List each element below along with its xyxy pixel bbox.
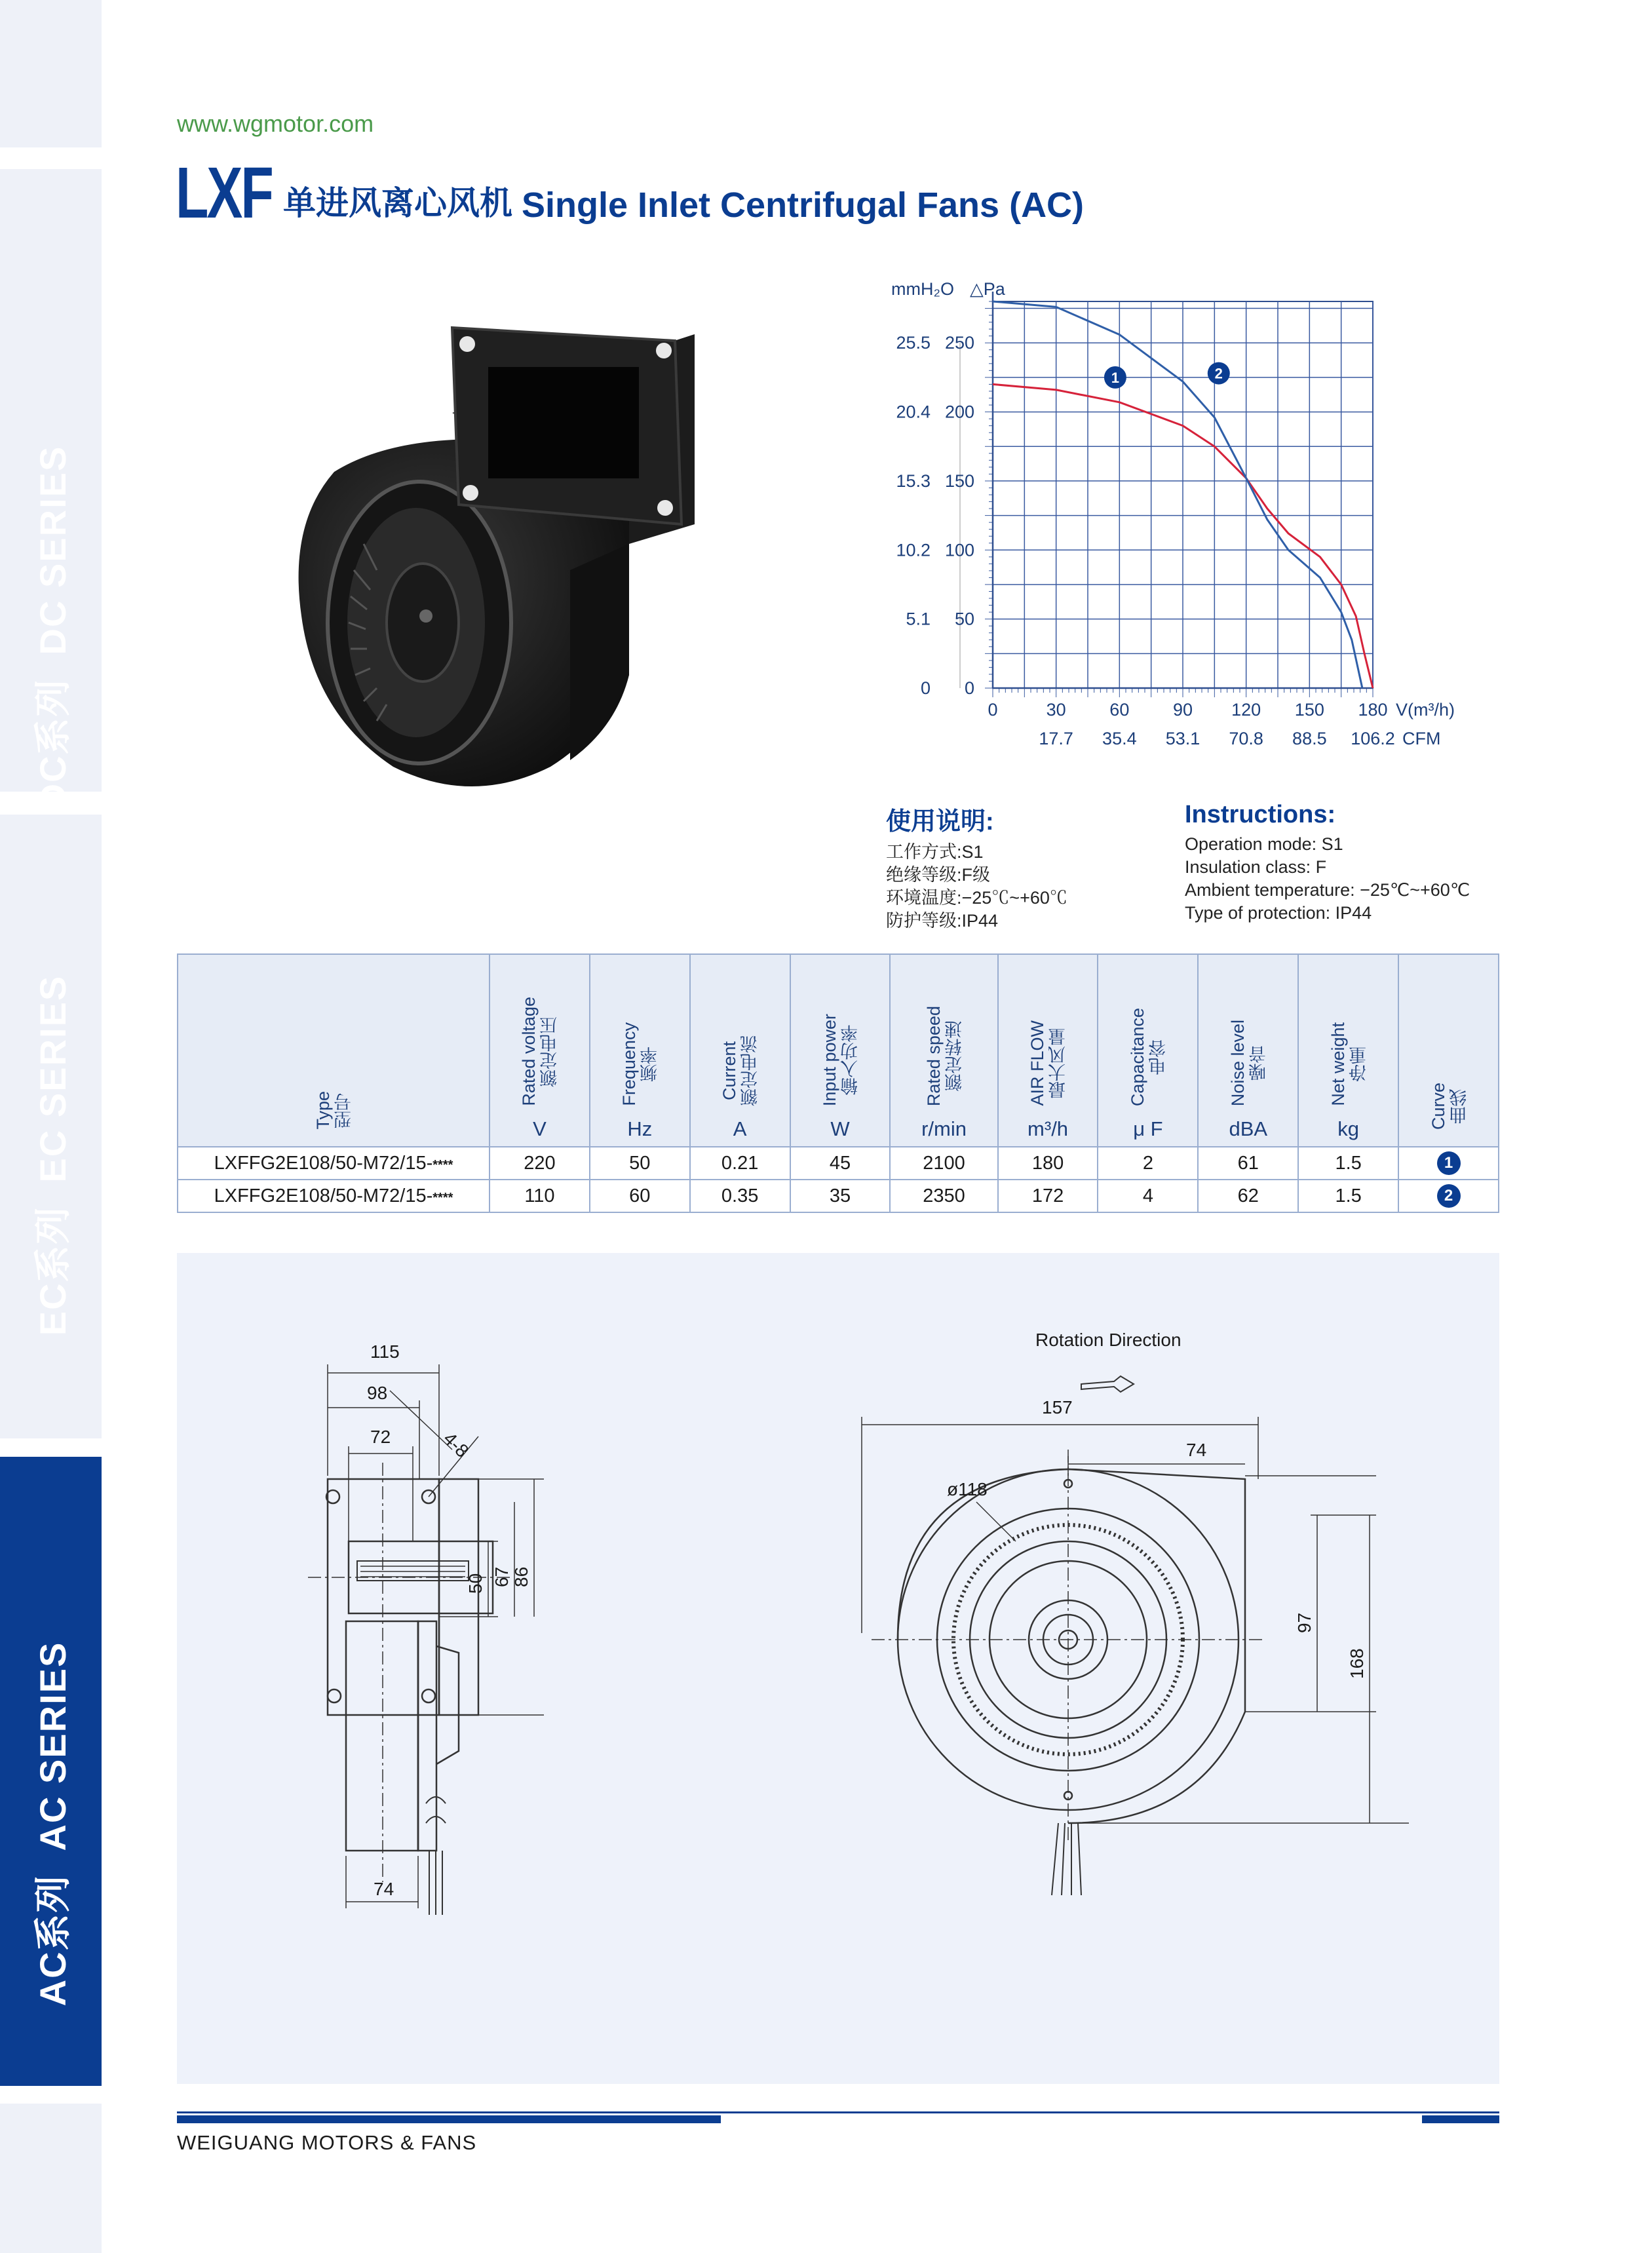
page-title <box>176 153 1085 233</box>
x2-tick-label: 17.7 <box>1039 729 1073 748</box>
cell-current: 0.35 <box>690 1180 790 1212</box>
title-en: Single Inlet Centrifugal Fans (AC) <box>522 185 1085 225</box>
cell-rated-speed: 2350 <box>890 1180 997 1212</box>
dimension-drawing <box>177 1253 1499 2084</box>
y2-tick-label: 25.5 <box>896 333 931 353</box>
table-row <box>178 1180 1499 1212</box>
curve-marker-label: 2 <box>1214 365 1223 382</box>
spec-table <box>177 953 1499 1213</box>
x-tick-label: 0 <box>988 700 998 720</box>
footer-bar-right <box>1422 2115 1499 2123</box>
title-model: LXF <box>176 153 272 233</box>
x-tick-label: 60 <box>1109 700 1130 720</box>
y2-tick-label: 0 <box>920 678 931 698</box>
x2-tick-label: 53.1 <box>1165 729 1201 748</box>
x-axis-label: V(m³/h) <box>1396 700 1455 720</box>
col-header-current: Current 额定电流 A <box>690 954 790 1147</box>
sidebar-tab-ec[interactable]: EC系列EC SERIES <box>0 815 102 1438</box>
curve-marker-label: 1 <box>1111 369 1120 386</box>
website-url[interactable]: www.wgmotor.com <box>177 110 374 137</box>
dim-50: 50 <box>465 1573 486 1594</box>
x2-tick-label: 35.4 <box>1102 729 1137 748</box>
y2-tick-label: 20.4 <box>896 402 931 422</box>
spec-table-header-row <box>178 954 1499 1147</box>
instructions-cn-line: 环境温度:−25℃~+60℃ <box>886 888 1067 908</box>
cell-type: LXFFG2E108/50-M72/15-**** <box>178 1147 490 1180</box>
dim-74-side: 74 <box>374 1879 394 1899</box>
dim-74-front: 74 <box>1186 1440 1207 1460</box>
y-tick-label: 200 <box>944 402 974 422</box>
col-header-rated-speed: Rated speed 额定转速 r/min <box>890 954 997 1147</box>
x-tick-label: 120 <box>1231 700 1261 720</box>
x-tick-label: 30 <box>1046 700 1066 720</box>
instructions-en-line: Operation mode: S1 <box>1185 834 1343 854</box>
instructions-cn-title: 使用说明: <box>886 808 994 836</box>
instructions-en-line: Insulation class: F <box>1185 857 1327 877</box>
curve-badge: 1 <box>1437 1151 1461 1175</box>
cell-type: LXFFG2E108/50-M72/15-**** <box>178 1180 490 1212</box>
col-header-rated-voltage: Rated voltage 额定电压 V <box>490 954 590 1147</box>
instructions-cn <box>886 801 1067 933</box>
cell-capacitance: 4 <box>1098 1180 1198 1212</box>
dim-115: 115 <box>370 1341 400 1362</box>
x-tick-label: 90 <box>1172 700 1193 720</box>
dim-hole: 4-8 <box>439 1428 473 1461</box>
instructions-cn-line: 工作方式:S1 <box>886 842 984 862</box>
y-tick-label: 0 <box>964 678 974 698</box>
dim-97: 97 <box>1294 1612 1315 1633</box>
sidebar-tab-dc[interactable]: DC系列DC SERIES <box>0 169 102 792</box>
instructions-cn-line: 防护等级:IP44 <box>886 911 999 931</box>
instructions-en <box>1185 801 1470 925</box>
curve-badge: 2 <box>1437 1184 1461 1208</box>
instructions-cn-line: 绝缘等级:F级 <box>886 865 990 885</box>
cell-noise-level: 61 <box>1198 1147 1298 1180</box>
col-header-frequency: Frequency 频率 Hz <box>590 954 690 1147</box>
cell-curve <box>1398 1180 1499 1212</box>
x-tick-label: 150 <box>1294 700 1324 720</box>
y2-axis-label: mmH₂O <box>891 279 954 299</box>
col-header-net-weight: Net weight 净重 kg <box>1298 954 1398 1147</box>
dim-157: 157 <box>1042 1397 1073 1417</box>
y-tick-label: 50 <box>954 609 974 629</box>
cell-rated-voltage: 110 <box>490 1180 590 1212</box>
x2-tick-label: 70.8 <box>1229 729 1263 748</box>
instructions-en-title: Instructions: <box>1185 801 1336 828</box>
sidebar-tab-top <box>0 0 102 147</box>
footer-bar-line <box>177 2111 1499 2113</box>
cell-capacitance: 2 <box>1098 1147 1198 1180</box>
col-header-air-flow: AIR FLOW 最大风量 m³/h <box>998 954 1098 1147</box>
cell-noise-level: 62 <box>1198 1180 1298 1212</box>
cell-net-weight: 1.5 <box>1298 1180 1398 1212</box>
side-view-flange <box>328 1479 439 1715</box>
y-axis-label: △Pa <box>970 279 1005 299</box>
cell-air-flow: 180 <box>998 1147 1098 1180</box>
col-header-input-power: Input power 输入功率 W <box>790 954 891 1147</box>
y-tick-label: 100 <box>944 540 974 560</box>
dim-dia-118: ø118 <box>947 1479 988 1499</box>
col-header-noise-level: Noise level 噪音 dBA <box>1198 954 1298 1147</box>
title-cn: 单进风离心风机 <box>283 185 512 221</box>
y-tick-label: 150 <box>944 471 974 491</box>
sidebar-tab-bottom <box>0 2104 102 2253</box>
x2-tick-label: 88.5 <box>1292 729 1327 748</box>
footer-bar-left <box>177 2115 721 2123</box>
footer-company: WEIGUANG MOTORS & FANS <box>177 2131 477 2154</box>
cell-current: 0.21 <box>690 1147 790 1180</box>
x2-tick-label: 106.2 <box>1351 729 1395 748</box>
col-header-curve: Curve 曲线 <box>1398 954 1499 1147</box>
dim-168: 168 <box>1347 1648 1367 1679</box>
cell-curve <box>1398 1147 1499 1180</box>
y-tick-label: 250 <box>944 333 974 353</box>
x-tick-label: 180 <box>1358 700 1388 720</box>
cell-rated-speed: 2100 <box>890 1147 997 1180</box>
cell-air-flow: 172 <box>998 1180 1098 1212</box>
dim-98: 98 <box>367 1383 388 1403</box>
cell-input-power: 45 <box>790 1147 891 1180</box>
rotation-direction-label: Rotation Direction <box>1035 1330 1181 1350</box>
y2-tick-label: 10.2 <box>896 540 931 560</box>
cell-frequency: 50 <box>590 1147 690 1180</box>
dimension-drawing-panel <box>177 1253 1499 2084</box>
dim-67: 67 <box>491 1566 512 1587</box>
cell-frequency: 60 <box>590 1180 690 1212</box>
instructions-en-line: Ambient temperature: −25℃~+60℃ <box>1185 880 1470 900</box>
performance-curve-chart <box>878 275 1494 773</box>
dim-72: 72 <box>370 1427 391 1447</box>
x2-axis-label: CFM <box>1402 729 1441 748</box>
instructions-en-line: Type of protection: IP44 <box>1185 903 1372 923</box>
y2-tick-label: 5.1 <box>906 609 931 629</box>
cell-input-power: 35 <box>790 1180 891 1212</box>
col-header-type: Type 型号 <box>178 954 490 1147</box>
fan-product-photo <box>262 308 734 806</box>
table-row <box>178 1147 1499 1180</box>
cell-net-weight: 1.5 <box>1298 1147 1398 1180</box>
dim-86: 86 <box>511 1566 531 1587</box>
sidebar-tab-ac[interactable]: AC系列AC SERIES <box>0 1457 102 2086</box>
y2-tick-label: 15.3 <box>896 471 931 491</box>
col-header-capacitance: Capacitance 电容 μ F <box>1098 954 1198 1147</box>
cell-rated-voltage: 220 <box>490 1147 590 1180</box>
